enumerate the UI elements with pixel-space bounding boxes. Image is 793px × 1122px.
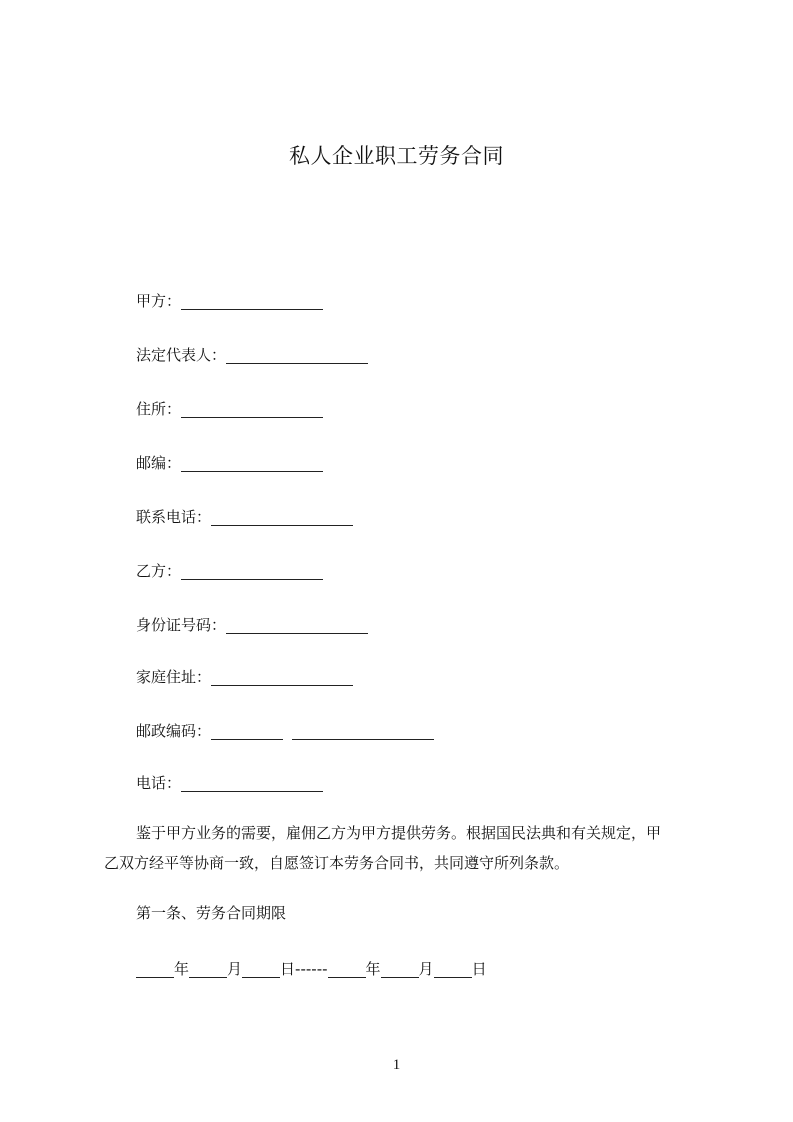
field-party-a-label: 甲方： (136, 292, 182, 310)
end-day-unit: 日 (471, 960, 487, 978)
field-home-address-label: 家庭住址： (136, 668, 212, 686)
field-party-b (136, 560, 323, 582)
end-year-blank (328, 960, 366, 978)
start-day-unit: 日 (280, 960, 296, 978)
field-address (136, 398, 323, 420)
field-postcode (136, 452, 323, 474)
field-phone-label: 电话： (136, 774, 182, 792)
field-postal-code-blank-long (292, 722, 434, 740)
end-month-unit: 月 (418, 960, 434, 978)
field-legal-representative (136, 344, 368, 366)
intro-paragraph (104, 818, 704, 878)
field-postcode-label: 邮编： (136, 454, 182, 472)
end-month-blank (381, 960, 419, 978)
field-party-a (136, 290, 323, 312)
field-contact-phone (136, 506, 353, 528)
field-contact-phone-blank (211, 508, 353, 526)
page-number: 1 (392, 1057, 401, 1073)
start-year-blank (136, 960, 174, 978)
article-1-heading: 第一条、劳务合同期限 (136, 904, 287, 922)
field-address-label: 住所： (136, 400, 182, 418)
field-legal-representative-blank (226, 346, 368, 364)
start-month-unit: 月 (227, 960, 243, 978)
end-year-unit: 年 (365, 960, 381, 978)
field-postal-code (136, 720, 434, 742)
field-postcode-blank (181, 454, 323, 472)
intro-line-1: 鉴于甲方业务的需要，雇佣乙方为甲方提供劳务。根据国民法典和有关规定，甲 (136, 824, 662, 842)
field-party-b-blank (181, 562, 323, 580)
end-day-blank (434, 960, 472, 978)
start-year-unit: 年 (174, 960, 190, 978)
field-home-address (136, 666, 353, 688)
field-party-b-label: 乙方： (136, 562, 182, 580)
field-party-a-blank (181, 292, 323, 310)
document-title: 私人企业职工劳务合同 (289, 144, 504, 168)
field-phone (136, 772, 323, 794)
contract-date-range (136, 958, 487, 980)
intro-line-2: 乙双方经平等协商一致，自愿签订本劳务合同书，共同遵守所列条款。 (104, 854, 570, 872)
field-id-number (136, 614, 368, 636)
field-home-address-blank (211, 668, 353, 686)
field-phone-blank (181, 774, 323, 792)
date-range-separator: ------ (295, 960, 328, 978)
field-contact-phone-label: 联系电话： (136, 508, 212, 526)
field-id-number-blank (226, 616, 368, 634)
field-postal-code-blank-short (211, 722, 283, 740)
field-id-number-label: 身份证号码： (136, 616, 227, 634)
field-postal-code-label: 邮政编码： (136, 722, 212, 740)
start-month-blank (189, 960, 227, 978)
field-address-blank (181, 400, 323, 418)
field-legal-representative-label: 法定代表人： (136, 346, 227, 364)
start-day-blank (242, 960, 280, 978)
